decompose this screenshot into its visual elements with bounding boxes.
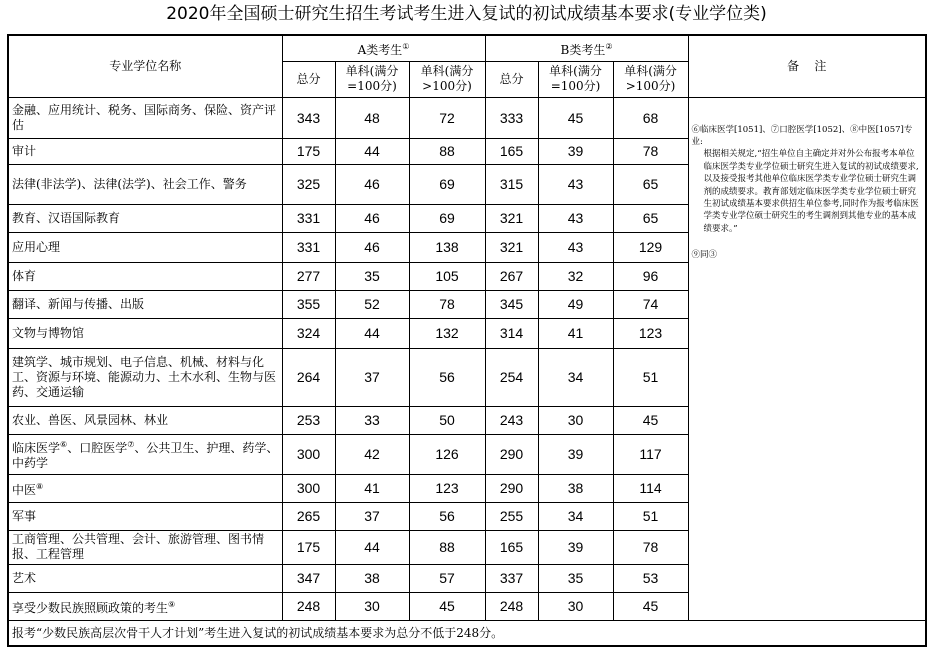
cell-a-total: 331 xyxy=(282,232,335,262)
remark-line-2: 根据相关规定,“招生单位自主确定并对外公布报考本单位临床医学类专业学位硕士研究生进入复试的初试成绩要求,以及接受报考其他单位临床医学类专业学位硕士研究生调剂的成绩要求。教育部划定临床医学类专业学位硕士研究生初试成绩基本要求供招生单位参考,同时作为报考临床医学类专业学位硕士研究生的考生调剂到其他专业的基本成绩要求。” xyxy=(703,149,919,234)
cell-b-total: 290 xyxy=(485,474,538,502)
cell-a-s100: 44 xyxy=(335,138,409,164)
row-name: 建筑学、城市规划、电子信息、机械、材料与化工、资源与环境、能源动力、土木水利、生物与医药、交通运输 xyxy=(8,348,282,406)
cell-a-s100: 33 xyxy=(335,406,409,434)
cell-a-total: 175 xyxy=(282,138,335,164)
header-a-single-gt100: 单科(满分>100分) xyxy=(409,61,485,97)
cell-b-s100: 39 xyxy=(538,434,613,474)
row-name: 艺术 xyxy=(8,564,282,592)
cell-a-s100: 41 xyxy=(335,474,409,502)
cell-b-s100: 35 xyxy=(538,564,613,592)
cell-b-s100: 32 xyxy=(538,262,613,290)
cell-b-total: 248 xyxy=(485,592,538,620)
cell-a-sgt: 50 xyxy=(409,406,485,434)
cell-b-total: 321 xyxy=(485,204,538,232)
cell-b-total: 255 xyxy=(485,502,538,530)
table-row xyxy=(8,97,926,138)
cell-b-sgt: 45 xyxy=(613,592,688,620)
cell-a-sgt: 126 xyxy=(409,434,485,474)
cell-a-total: 175 xyxy=(282,530,335,564)
row-name: 享受少数民族照顾政策的考生⑨ xyxy=(8,592,282,620)
cell-b-sgt: 65 xyxy=(613,204,688,232)
row-name: 中医⑧ xyxy=(8,474,282,502)
cell-b-total: 267 xyxy=(485,262,538,290)
row-name: 体育 xyxy=(8,262,282,290)
cell-a-s100: 46 xyxy=(335,204,409,232)
cell-a-s100: 38 xyxy=(335,564,409,592)
row-name: 审计 xyxy=(8,138,282,164)
cell-a-s100: 52 xyxy=(335,290,409,318)
cell-a-s100: 37 xyxy=(335,502,409,530)
cell-b-s100: 49 xyxy=(538,290,613,318)
cell-a-s100: 44 xyxy=(335,530,409,564)
cell-a-total: 331 xyxy=(282,204,335,232)
remarks-cell xyxy=(688,97,926,620)
cell-a-sgt: 132 xyxy=(409,318,485,348)
cell-b-s100: 43 xyxy=(538,164,613,204)
cell-b-s100: 34 xyxy=(538,348,613,406)
cell-a-sgt: 56 xyxy=(409,348,485,406)
cell-a-total: 300 xyxy=(282,474,335,502)
row-name: 法律(非法学)、法律(法学)、社会工作、警务 xyxy=(8,164,282,204)
cell-a-sgt: 69 xyxy=(409,164,485,204)
header-group-a: A类考生① xyxy=(282,35,485,61)
cell-a-sgt: 138 xyxy=(409,232,485,262)
header-b-single-100: 单科(满分=100分) xyxy=(538,61,613,97)
cell-b-sgt: 51 xyxy=(613,348,688,406)
cell-b-total: 315 xyxy=(485,164,538,204)
row-name: 翻译、新闻与传播、出版 xyxy=(8,290,282,318)
row-name: 应用心理 xyxy=(8,232,282,262)
cell-b-total: 243 xyxy=(485,406,538,434)
cell-b-total: 337 xyxy=(485,564,538,592)
cell-b-sgt: 96 xyxy=(613,262,688,290)
cell-a-sgt: 56 xyxy=(409,502,485,530)
cell-b-sgt: 68 xyxy=(613,97,688,138)
cell-b-sgt: 117 xyxy=(613,434,688,474)
cell-b-s100: 39 xyxy=(538,138,613,164)
cell-a-s100: 44 xyxy=(335,318,409,348)
cell-b-sgt: 45 xyxy=(613,406,688,434)
row-name: 金融、应用统计、税务、国际商务、保险、资产评估 xyxy=(8,97,282,138)
cell-a-s100: 37 xyxy=(335,348,409,406)
cell-a-total: 277 xyxy=(282,262,335,290)
cell-a-total: 324 xyxy=(282,318,335,348)
cell-b-sgt: 51 xyxy=(613,502,688,530)
row-name: 文物与博物馆 xyxy=(8,318,282,348)
remark-line-1: ⑥临床医学[1051]、⑦口腔医学[1052]、⑧中医[1057]专业: xyxy=(691,124,913,147)
row-name: 工商管理、公共管理、会计、旅游管理、图书情报、工程管理 xyxy=(8,530,282,564)
cell-a-total: 355 xyxy=(282,290,335,318)
cell-b-s100: 43 xyxy=(538,232,613,262)
cell-a-total: 347 xyxy=(282,564,335,592)
cell-b-total: 290 xyxy=(485,434,538,474)
remark-line-3: ⑨同③ xyxy=(691,250,718,261)
cell-a-sgt: 88 xyxy=(409,138,485,164)
header-b-total: 总分 xyxy=(485,61,538,97)
cell-b-sgt: 78 xyxy=(613,138,688,164)
cell-b-sgt: 78 xyxy=(613,530,688,564)
cell-a-s100: 35 xyxy=(335,262,409,290)
cell-a-sgt: 88 xyxy=(409,530,485,564)
cell-a-sgt: 105 xyxy=(409,262,485,290)
cell-a-total: 300 xyxy=(282,434,335,474)
row-name: 军事 xyxy=(8,502,282,530)
cell-a-total: 343 xyxy=(282,97,335,138)
cell-b-total: 321 xyxy=(485,232,538,262)
header-a-single-100: 单科(满分=100分) xyxy=(335,61,409,97)
score-table xyxy=(7,34,927,647)
cell-a-s100: 46 xyxy=(335,164,409,204)
cell-b-total: 314 xyxy=(485,318,538,348)
cell-a-sgt: 45 xyxy=(409,592,485,620)
cell-a-s100: 30 xyxy=(335,592,409,620)
cell-b-s100: 41 xyxy=(538,318,613,348)
cell-a-total: 253 xyxy=(282,406,335,434)
cell-b-sgt: 114 xyxy=(613,474,688,502)
cell-a-sgt: 78 xyxy=(409,290,485,318)
cell-b-sgt: 65 xyxy=(613,164,688,204)
cell-a-s100: 48 xyxy=(335,97,409,138)
cell-b-s100: 45 xyxy=(538,97,613,138)
cell-a-sgt: 72 xyxy=(409,97,485,138)
cell-b-s100: 30 xyxy=(538,592,613,620)
cell-a-sgt: 57 xyxy=(409,564,485,592)
cell-a-total: 248 xyxy=(282,592,335,620)
cell-b-s100: 39 xyxy=(538,530,613,564)
cell-a-total: 264 xyxy=(282,348,335,406)
header-remarks: 备 注 xyxy=(688,35,926,97)
cell-a-sgt: 69 xyxy=(409,204,485,232)
cell-b-sgt: 74 xyxy=(613,290,688,318)
page-title: 2020年全国硕士研究生招生考试考生进入复试的初试成绩基本要求(专业学位类) xyxy=(166,4,767,24)
header-a-total: 总分 xyxy=(282,61,335,97)
cell-b-total: 345 xyxy=(485,290,538,318)
row-name: 农业、兽医、风景园林、林业 xyxy=(8,406,282,434)
cell-b-sgt: 129 xyxy=(613,232,688,262)
cell-b-s100: 43 xyxy=(538,204,613,232)
header-name: 专业学位名称 xyxy=(8,35,282,97)
cell-a-s100: 46 xyxy=(335,232,409,262)
row-name: 教育、汉语国际教育 xyxy=(8,204,282,232)
cell-a-total: 325 xyxy=(282,164,335,204)
cell-b-sgt: 53 xyxy=(613,564,688,592)
cell-b-s100: 34 xyxy=(538,502,613,530)
cell-b-total: 165 xyxy=(485,530,538,564)
cell-b-sgt: 123 xyxy=(613,318,688,348)
header-group-b: B类考生② xyxy=(485,35,688,61)
cell-b-total: 165 xyxy=(485,138,538,164)
cell-a-s100: 42 xyxy=(335,434,409,474)
cell-a-sgt: 123 xyxy=(409,474,485,502)
row-name: 临床医学⑥、口腔医学⑦、公共卫生、护理、药学、中药学 xyxy=(8,434,282,474)
cell-b-s100: 30 xyxy=(538,406,613,434)
footer-note: 报考“少数民族高层次骨干人才计划”考生进入复试的初试成绩基本要求为总分不低于248分。 xyxy=(8,620,926,646)
cell-b-total: 254 xyxy=(485,348,538,406)
cell-a-total: 265 xyxy=(282,502,335,530)
cell-b-total: 333 xyxy=(485,97,538,138)
header-b-single-gt100: 单科(满分>100分) xyxy=(613,61,688,97)
cell-b-s100: 38 xyxy=(538,474,613,502)
